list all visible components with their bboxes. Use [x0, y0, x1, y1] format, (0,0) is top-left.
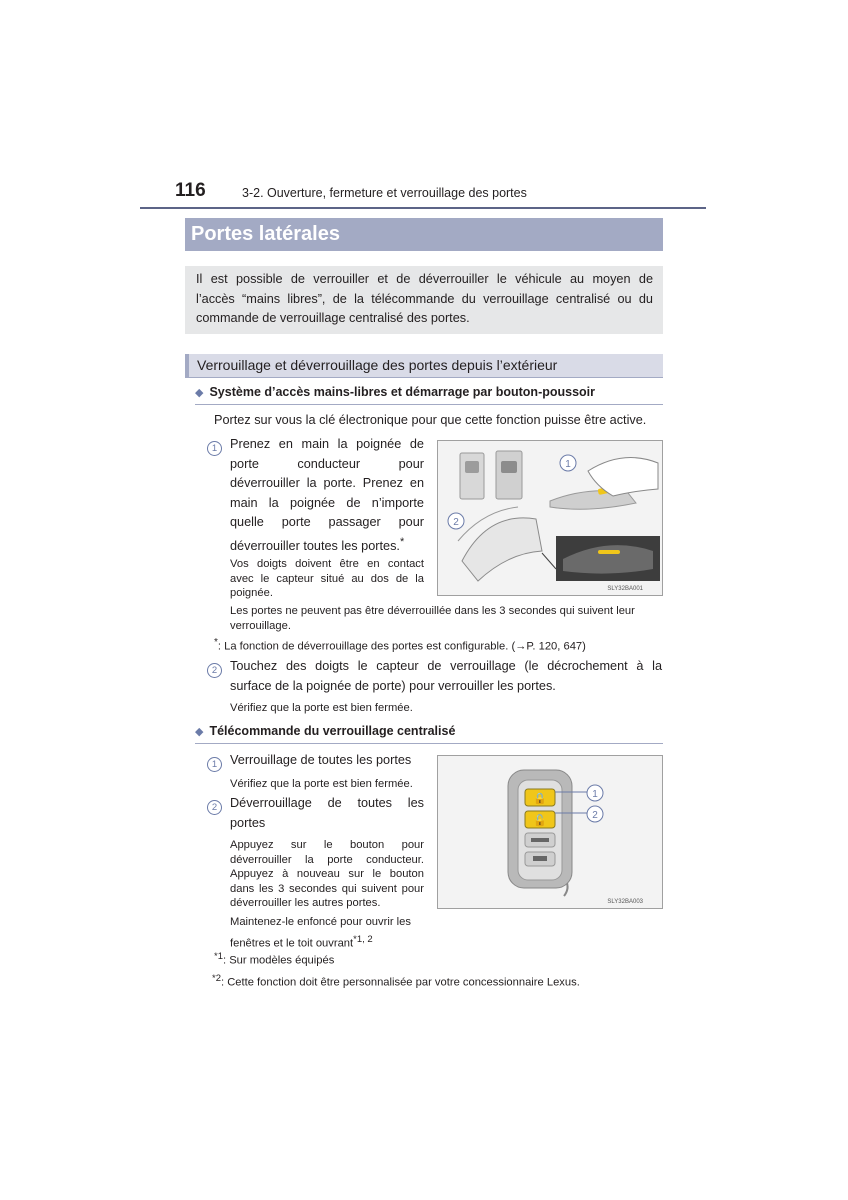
intro-line: Il est possible de verrouiller et de déverrouiller le véhicule au moyen de	[196, 272, 653, 286]
system1-heading-text: Système d’accès mains-libres et démarrage par bouton-poussoir	[209, 385, 596, 399]
header-rule	[140, 207, 706, 209]
step2-note: Vérifiez que la porte est bien fermée.	[230, 702, 413, 714]
figure2-id: SLY32BA003	[607, 899, 643, 905]
system1-rule	[195, 404, 663, 405]
chapter-title: 3-2. Ouverture, fermeture et verrouillage des portes	[242, 186, 527, 200]
unlock-icon: 🔓	[533, 814, 547, 827]
section-title: Portes latérales	[185, 218, 663, 251]
remote-step1-number: 1	[207, 754, 222, 772]
system1-lead: Portez sur vous la clé électronique pour que cette fonction puisse être active.	[214, 413, 647, 427]
figure1-id: SLY32BA001	[607, 586, 643, 592]
step1-text: Prenez en main la poignée de porte conducteur pour déverrouiller la porte. Prenez en main la poignée de n’importe quelle porte passager pour déverrouiller toutes les portes.*	[230, 437, 424, 554]
system1-heading	[195, 385, 595, 399]
door-handle-illustration	[438, 441, 662, 595]
diamond-bullet-icon: ◆	[195, 387, 204, 399]
key-fob-illustration	[438, 756, 662, 908]
remote-step1-note: Vérifiez que la porte est bien fermée.	[230, 778, 413, 790]
figure2-callout-2: 2	[592, 810, 598, 821]
figure1-callout-1: 1	[565, 459, 571, 470]
system2-heading	[195, 724, 455, 738]
step1-footnote: *: La fonction de déverrouillage des portes est configurable. (→P. 120, 647)	[214, 637, 586, 653]
key-fob-figure	[437, 755, 663, 909]
figure1-callout-2: 2	[453, 517, 459, 528]
step2-text: Touchez des doigts le capteur de verrouillage (le décrochement à la surface de la poignée de porte) pour verrouiller les portes.	[230, 659, 662, 693]
remote-step1-text: Verrouillage de toutes les portes	[230, 753, 412, 767]
intro-line: commande de verrouillage centralisé des portes.	[196, 311, 470, 326]
intro-box	[185, 266, 663, 334]
step2-number: 2	[207, 660, 222, 678]
remote-step2-text: Déverrouillage de toutes les portes	[230, 796, 424, 830]
system2-rule	[195, 743, 663, 744]
step1-note2: Les portes ne peuvent pas être déverrouillée dans les 3 secondes qui suivent leur verrouillage.	[230, 605, 635, 632]
diamond-bullet-icon: ◆	[195, 726, 204, 738]
step1-note: Vos doigts doivent être en contact avec le capteur situé au dos de la poignée.	[230, 558, 424, 599]
remote-step2-note1: Appuyez sur le bouton pour déverrouiller la porte conducteur. Appuyez à nouveau sur le bouton dans les 3 secondes qui suivent pour déverrouiller les autres portes.	[230, 839, 424, 909]
figure2-callout-1: 1	[592, 789, 598, 800]
subsection-title: Verrouillage et déverrouillage des portes depuis l’extérieur	[185, 354, 663, 378]
intro-line: l’accès “mains libres”, de la télécommande du verrouillage centralisé ou du	[196, 291, 653, 306]
footnote-1: $^{*1}$: Sur modèles équipés	[214, 951, 335, 967]
lock-icon: 🔒	[533, 792, 547, 805]
remote-step2-number: 2	[207, 797, 222, 815]
system2-heading-text: Télécommande du verrouillage centralisé	[209, 724, 456, 738]
remote-step2-note2: Maintenez-le enfoncé pour ouvrir les fenêtres et le toit ouvrant$^{*1, 2}$	[230, 916, 411, 950]
step1-number: 1	[207, 438, 222, 456]
door-handle-figure	[437, 440, 663, 596]
footnote-2: $^{*2}$: Cette fonction doit être personnalisée par votre concessionnaire Lexus.	[212, 973, 580, 989]
page-number: 116	[175, 180, 206, 201]
